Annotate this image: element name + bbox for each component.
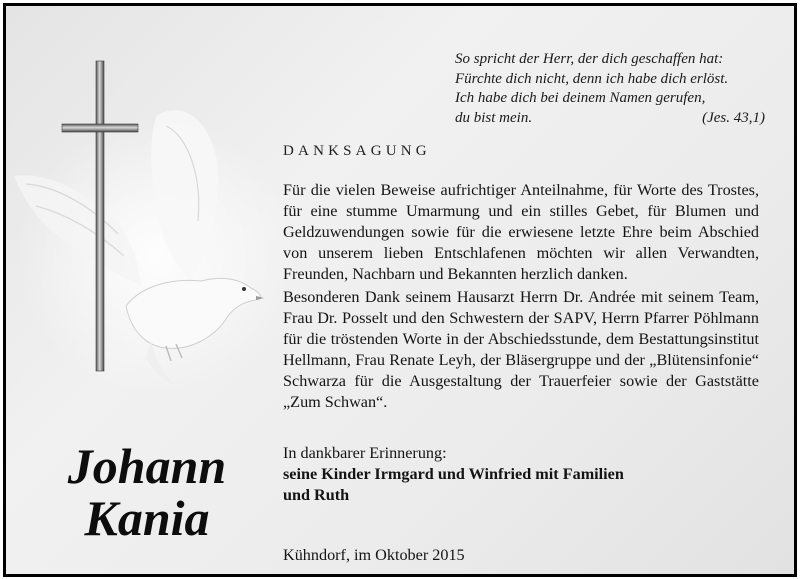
last-name: Kania [84,490,210,546]
cross-and-dove-illustration [6,6,306,406]
obituary-card [3,3,797,577]
family-names-continued: und Ruth [283,486,350,504]
thanks-text [283,180,759,413]
first-name: Johann [67,438,227,494]
quote-line: Ich habe dich bei deinem Namen gerufen, [455,90,706,106]
deceased-name [42,440,252,544]
thanks-paragraph: Besonderen Dank seinem Hausarzt Herrn Dr. Andrée mit seinem Team, Frau Dr. Posselt und den Schwestern der SAPV, Herrn Pfarrer Pöhlmann für die tröstenden Worte in der Abschiedsstunde, dem Bestattungsinstitut Hellmann, Frau Renate Leyh, der Bläsergruppe und der „Blütensinfonie“ Schwarza für die Ausgestaltung der Trauerfeier sowie der Gaststätte „Zum Schwan“. [283,288,759,411]
quote-line: du bist mein. [455,109,533,126]
heading: DANKSAGUNG [283,143,431,159]
family-names: seine Kinder Irmgard und Winfried mit Familien [283,465,624,483]
closing-intro: In dankbarer Erinnerung: [283,444,447,462]
quote-last-line [455,109,765,129]
bible-quote [455,50,765,128]
quote-reference: (Jes. 43,1) [702,109,765,126]
dove-icon [14,110,296,396]
thanks-paragraph: Für die vielen Beweise aufrichtiger Anteilnahme, für Worte des Trostes, für eine stumme Umarmung und ein stilles Gebet, für Blumen und Geldzuwendungen sowie für die erwiesene letzte Ehre beim Abschied von unserem lieben Entschlafenen möchten wir allen Verwandten, Freunden, Nachbarn und Bekannten herzlich danken. [283,181,759,283]
closing-block [283,443,763,506]
quote-line: So spricht der Herr, der dich geschaffen hat: [455,51,724,67]
quote-line: Fürchte dich nicht, denn ich habe dich erlöst. [455,70,729,87]
place-date: Kühndorf, im Oktober 2015 [283,546,465,564]
